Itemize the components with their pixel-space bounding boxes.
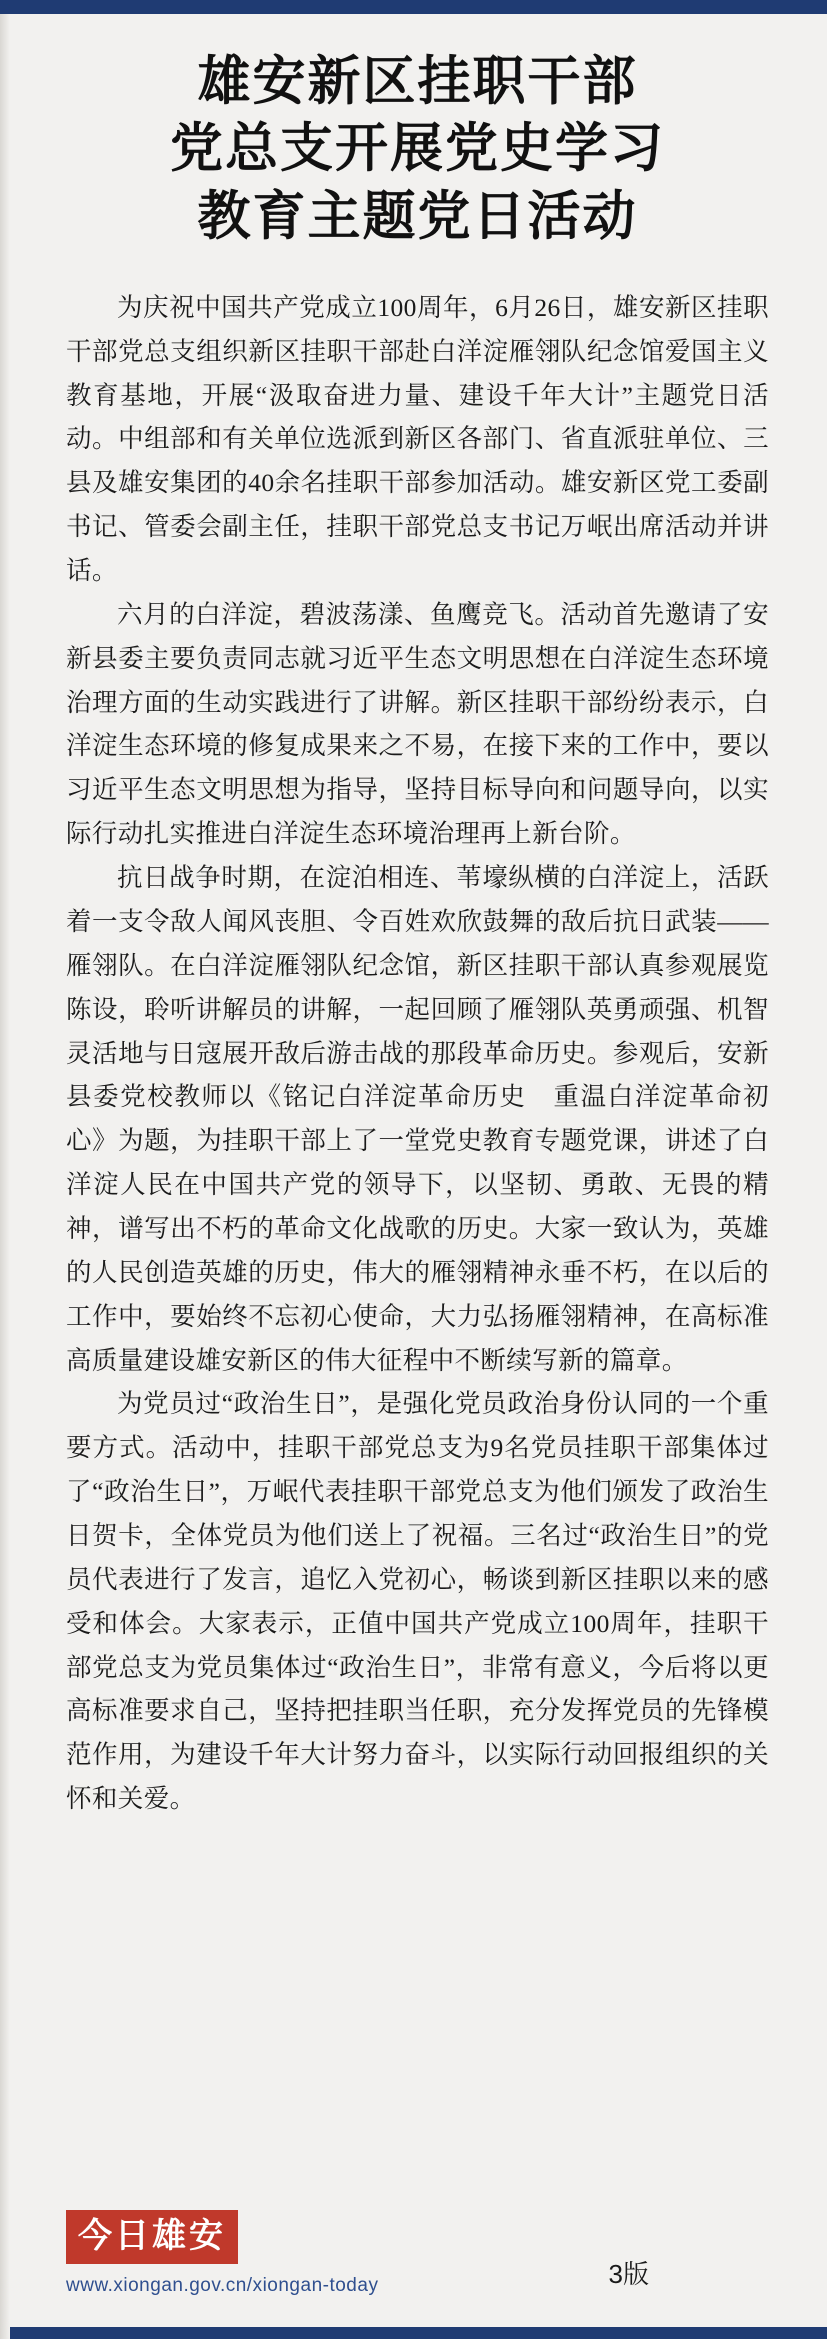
headline-line-3: 教育主题党日活动 bbox=[197, 184, 638, 247]
headline-line-1: 雄安新区挂职干部 bbox=[197, 50, 638, 112]
left-margin-rule bbox=[0, 14, 10, 2339]
article-body bbox=[66, 286, 769, 1821]
page-title bbox=[66, 48, 769, 250]
bottom-accent-bar bbox=[0, 2327, 827, 2339]
page-number: 3版 bbox=[608, 2259, 649, 2289]
article-paragraph: 抗日战争时期，在淀泊相连、苇壕纵横的白洋淀上，活跃着一支令敌人闻风丧胆、令百姓欢欣鼓舞的敌后抗日武装——雁翎队。在白洋淀雁翎队纪念馆，新区挂职干部认真参观展览陈设，聆听讲解员的讲解，一起回顾了雁翎队英勇顽强、机智灵活地与日寇展开敌后游击战的那段革命历史。参观后，安新县委党校教师以《铭记白洋淀革命历史 重温白洋淀革命初心》为题，为挂职干部上了一堂党史教育专题党课，讲述了白洋淀人民在中国共产党的领导下，以坚韧、勇敢、无畏的精神，谱写出不朽的革命文化战歌的历史。大家一致认为，英雄的人民创造英雄的历史，伟大的雁翎精神永垂不朽，在以后的工作中，要始终不忘初心使命，大力弘扬雁翎精神，在高标准高质量建设雄安新区的伟大征程中不断续写新的篇章。 bbox=[66, 863, 769, 1375]
top-accent-bar bbox=[0, 0, 827, 14]
publication-brand bbox=[66, 2210, 378, 2297]
headline-line-2: 党总支开展党史学习 bbox=[170, 117, 665, 180]
article-paragraph: 六月的白洋淀，碧波荡漾、鱼鹰竞飞。活动首先邀请了安新县委主要负责同志就习近平生态文明思想在白洋淀生态环境治理方面的生动实践进行了讲解。新区挂职干部纷纷表示，白洋淀生态环境的修复成果来之不易，在接下来的工作中，要以习近平生态文明思想为指导，坚持目标导向和问题导向，以实际行动扎实推进白洋淀生态环境治理再上新台阶。 bbox=[66, 599, 769, 849]
brand-logo: 今日雄安 bbox=[66, 2210, 238, 2264]
article-paragraph: 为庆祝中国共产党成立100周年，6月26日，雄安新区挂职干部党总支组织新区挂职干部赴白洋淀雁翎队纪念馆爱国主义教育基地，开展“汲取奋进力量、建设千年大计”主题党日活动。中组部和有关单位选派到新区各部门、省直派驻单位、三县及雄安集团的40余名挂职干部参加活动。雄安新区党工委副书记、管委会副主任，挂职干部党总支书记万岷出席活动并讲话。 bbox=[66, 292, 769, 586]
page-content bbox=[0, 14, 827, 2180]
page-footer bbox=[0, 2210, 827, 2327]
article-paragraph: 为党员过“政治生日”，是强化党员政治身份认同的一个重要方式。活动中，挂职干部党总支为9名党员挂职干部集体过了“政治生日”，万岷代表挂职干部党总支为他们颁发了政治生日贺卡，全体党员为他们送上了祝福。三名过“政治生日”的党员代表进行了发言，追忆入党初心，畅谈到新区挂职以来的感受和体会。大家表示，正值中国共产党成立100周年，挂职干部党总支为党员集体过“政治生日”，非常有意义，今后将以更高标准要求自己，坚持把挂职当任职，充分发挥党员的先锋模范作用，为建设千年大计努力奋斗，以实际行动回报组织的关怀和关爱。 bbox=[66, 1389, 769, 1814]
website-url[interactable]: www.xiongan.gov.cn/xiongan-today bbox=[66, 2275, 379, 2296]
